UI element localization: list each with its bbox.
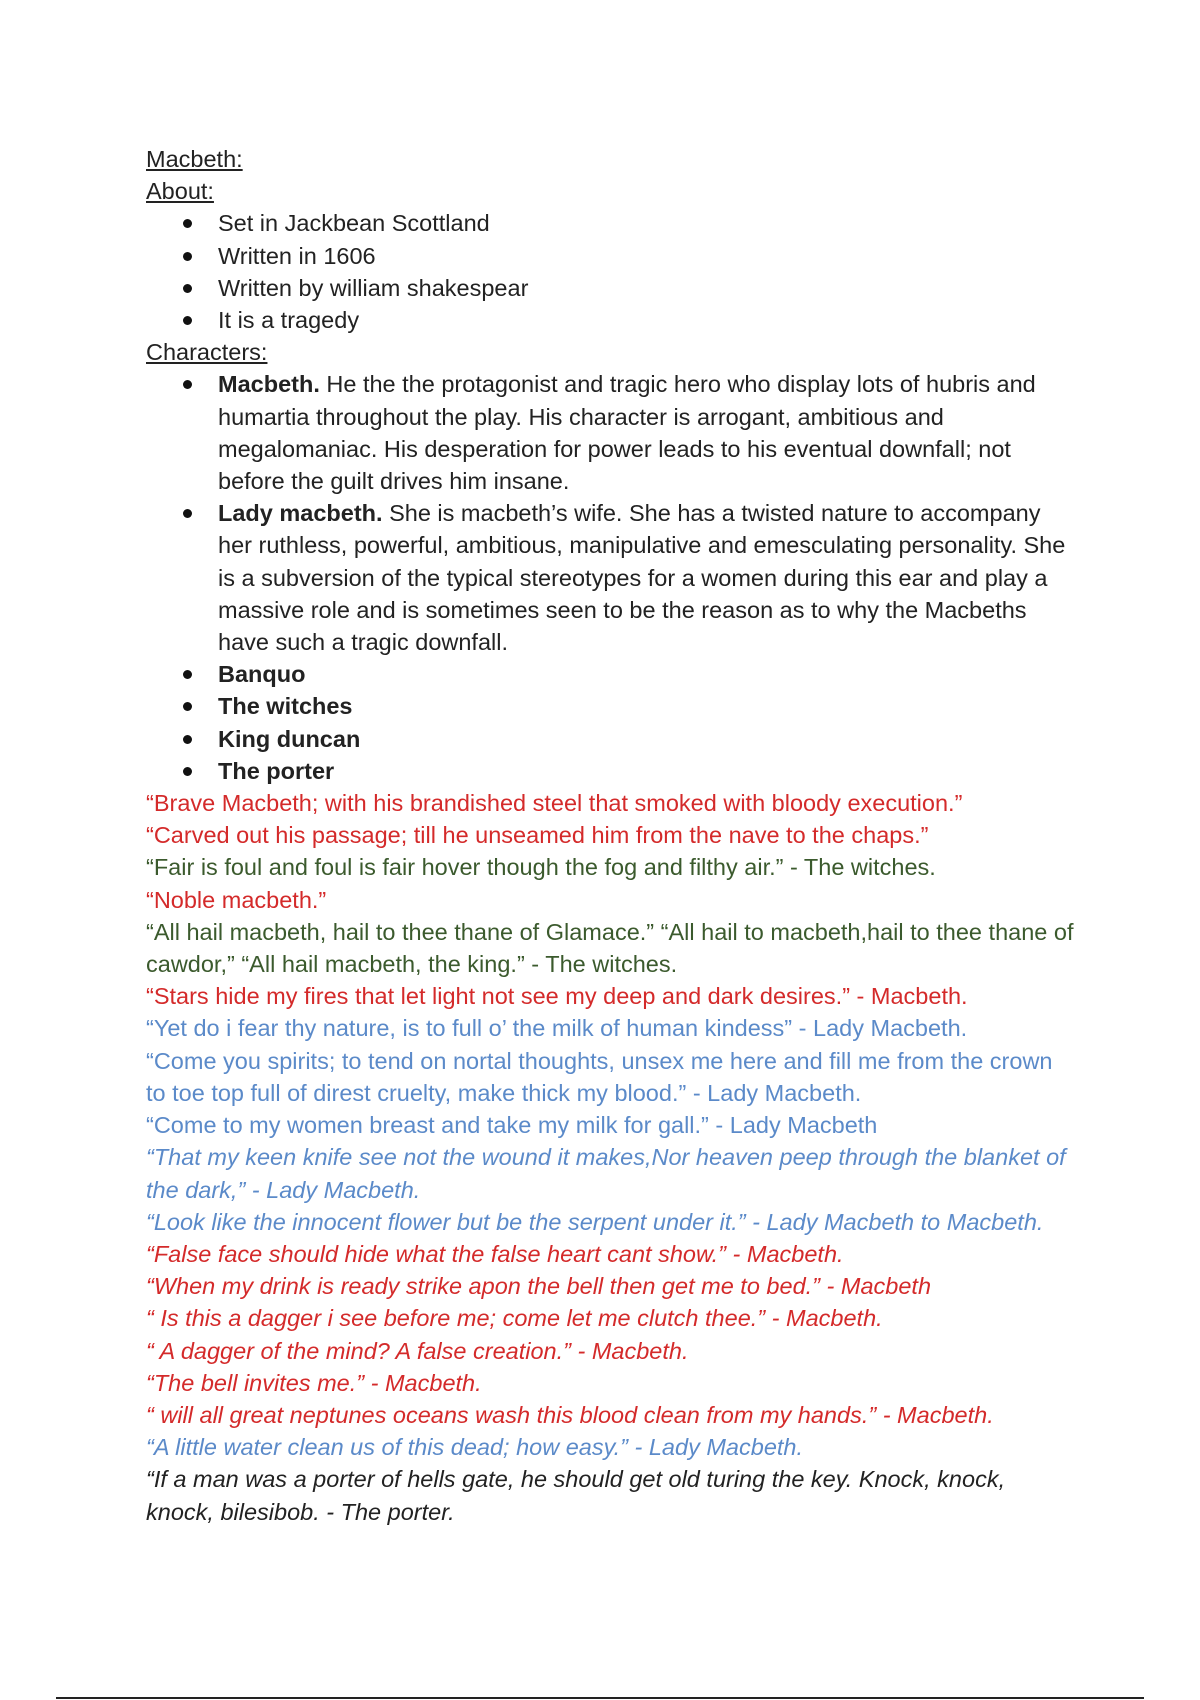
about-item: Written in 1606 xyxy=(218,240,1076,272)
quote-line: “ will all great neptunes oceans wash this blood clean from my hands.” - Macbeth. xyxy=(146,1401,994,1428)
about-item: Set in Jackbean Scottland xyxy=(218,207,1076,239)
quote-line: “When my drink is ready strike apon the bell then get me to bed.” - Macbeth xyxy=(146,1273,932,1300)
character-name: Banquo xyxy=(218,661,306,688)
document-title: Macbeth: xyxy=(146,146,243,172)
quote-line: “Yet do i fear thy nature, is to full o’ the milk of human kindess” - Lady Macbeth. xyxy=(146,1015,968,1042)
quote-line: “That my keen knife see not the wound it makes,Nor heaven peep through the blanket of the dark,” - Lady Macbeth. xyxy=(146,1144,1066,1203)
quote-line: “Fair is foul and foul is fair hover though the fog and filthy air.” - The witches. xyxy=(146,854,936,881)
quote-line: “The bell invites me.” - Macbeth. xyxy=(146,1369,482,1396)
page-bottom-rule xyxy=(56,1697,1144,1699)
character-item xyxy=(218,755,1076,787)
character-name: The witches xyxy=(218,693,353,720)
characters-list xyxy=(146,368,1076,787)
quote-line: “Come you spirits; to tend on nortal thoughts, unsex me here and fill me from the crown to toe top full of direst cruelty, make thick my blood.” - Lady Macbeth. xyxy=(146,1047,1053,1106)
character-item xyxy=(218,368,1076,497)
quote-line: “Come to my women breast and take my milk for gall.” - Lady Macbeth xyxy=(146,1112,878,1139)
character-name: Macbeth. xyxy=(218,371,320,398)
character-item xyxy=(218,497,1076,658)
quote-line: “ Is this a dagger i see before me; come let me clutch thee.” - Macbeth. xyxy=(146,1305,883,1332)
quote-line: “Look like the innocent flower but be the serpent under it.” - Lady Macbeth to Macbeth. xyxy=(146,1208,1044,1235)
document-page xyxy=(146,143,1076,1528)
quotes-section xyxy=(146,787,1076,1528)
character-description: She is macbeth’s wife. She has a twisted nature to accompany her ruthless, powerful, ambitious, manipulative and emesculating personality. She is a subversion of the typical stereotypes for a women during this ear and play a massive role and is sometimes seen to be the reason as to why the Macbeths have such a tragic downfall. xyxy=(218,500,1066,656)
about-heading: About: xyxy=(146,178,214,205)
character-item xyxy=(218,723,1076,755)
quote-line: “All hail macbeth, hail to thee thane of Glamace.” “All hail to macbeth,hail to thee thane of cawdor,” “All hail macbeth, the king.” - The witches. xyxy=(146,918,1074,978)
character-item xyxy=(218,658,1076,690)
quote-line: “A little water clean us of this dead; how easy.” - Lady Macbeth. xyxy=(146,1434,804,1461)
character-description: He the the protagonist and tragic hero who display lots of hubris and humartia throughout the play. His character is arrogant, ambitious and megalomaniac. His desperation for power leads to his eventual downfall; not before the guilt drives him insane. xyxy=(218,371,1036,495)
character-name: Lady macbeth. xyxy=(218,500,383,527)
quote-line: “Carved out his passage; till he unseamed him from the nave to the chaps.” xyxy=(146,822,929,849)
quote-line: “If a man was a porter of hells gate, he should get old turing the key. Knock, knock, knock, bilesibob. - The porter. xyxy=(146,1466,1006,1525)
about-list xyxy=(146,207,1076,336)
quote-line: “Stars hide my fires that let light not see my deep and dark desires.” - Macbeth. xyxy=(146,983,968,1010)
character-name: The porter xyxy=(218,757,335,784)
quote-line: “Brave Macbeth; with his brandished steel that smoked with bloody execution.” xyxy=(146,790,963,817)
character-item xyxy=(218,690,1076,722)
about-item: It is a tragedy xyxy=(218,304,1076,336)
character-name: King duncan xyxy=(218,725,361,752)
quote-line: “Noble macbeth.” xyxy=(146,886,327,913)
about-item: Written by william shakespear xyxy=(218,272,1076,304)
quote-line: “False face should hide what the false heart cant show.” - Macbeth. xyxy=(146,1240,844,1267)
quote-line: “ A dagger of the mind? A false creation.” - Macbeth. xyxy=(146,1337,689,1364)
characters-heading: Characters: xyxy=(146,339,268,366)
